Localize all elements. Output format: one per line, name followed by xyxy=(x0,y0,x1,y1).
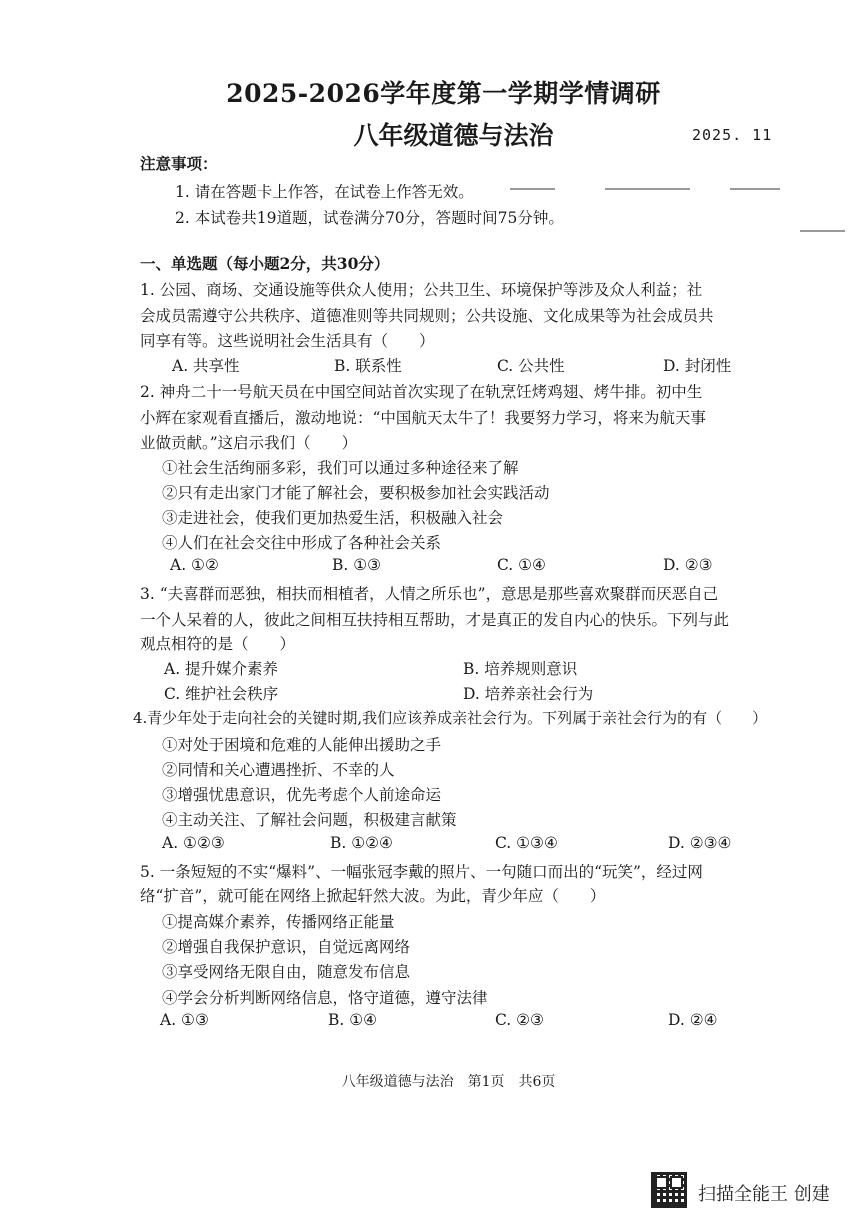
option-a: A. ①② xyxy=(170,556,219,574)
option-a: A. ①②③ xyxy=(162,834,225,852)
statement: ②增强自我保护意识，自觉远离网络 xyxy=(162,938,411,956)
question-line: 1. 公园、商场、交通设施等供众人使用；公共卫生、环境保护等涉及众人利益；社 xyxy=(140,281,703,299)
question-line: 观点相符的是（ ） xyxy=(140,635,296,653)
question-line: 5. 一条短短的不实“爆料”、一幅张冠李戴的照片、一句随口而出的“玩笑”，经过网 xyxy=(140,863,703,881)
note-item: 2. 本试卷共19道题，试卷满分70分，答题时间75分钟。 xyxy=(175,209,564,227)
scan-artifact xyxy=(800,230,845,232)
question-line: 同享有等。这些说明社会生活具有（ ） xyxy=(140,332,435,350)
question-line: 一个人呆着的人，彼此之间相互扶持相互帮助，才是真正的发自内心的快乐。下列与此 xyxy=(140,611,730,629)
option-b: B. 培养规则意识 xyxy=(463,660,578,678)
option-b: B. 联系性 xyxy=(334,357,402,375)
option-c: C. ①④ xyxy=(497,556,546,574)
option-d: D. ②③ xyxy=(663,556,713,574)
option-c: C. 公共性 xyxy=(497,357,565,375)
statement: ②同情和关心遭遇挫折、不幸的人 xyxy=(162,761,395,779)
option-b: B. ①④ xyxy=(328,1011,378,1029)
option-c: C. 维护社会秩序 xyxy=(164,685,279,703)
option-d: D. 培养亲社会行为 xyxy=(463,685,594,703)
option-c: C. ②③ xyxy=(495,1011,544,1029)
question-line: 3. “夫喜群而恶独，相扶而相植者，人情之所乐也”，意思是那些喜欢聚群而厌恶自己 xyxy=(140,585,719,603)
question-line: 业做贡献。”这启示我们（ ） xyxy=(140,434,358,452)
option-a: A. ①③ xyxy=(160,1011,209,1029)
question-line: 小辉在家观看直播后，激动地说：“中国航天太牛了！我要努力学习，将来为航天事 xyxy=(140,409,706,427)
option-a: A. 共享性 xyxy=(172,357,240,375)
option-d: D. ②③④ xyxy=(668,834,732,852)
statement: ④学会分析判断网络信息，恪守道德，遵守法律 xyxy=(162,989,488,1007)
option-a: A. 提升媒介素养 xyxy=(164,660,279,678)
option-c: C. ①③④ xyxy=(495,834,558,852)
question-line: 2. 神舟二十一号航天员在中国空间站首次实现了在轨烹饪烤鸡翅、烤牛排。初中生 xyxy=(140,383,703,401)
statement: ③走进社会，使我们更加热爱生活，积极融入社会 xyxy=(162,509,504,527)
question-line: 络“扩音”，就可能在网络上掀起轩然大波。为此，青少年应（ ） xyxy=(140,887,606,905)
scan-artifact xyxy=(605,188,690,190)
question-line: 会成员需遵守公共秩序、道德准则等共同规则；公共设施、文化成果等为社会成员共 xyxy=(140,307,714,325)
exam-date: 2025. 11 xyxy=(692,126,773,144)
option-b: B. ①②④ xyxy=(330,834,393,852)
statement: ①社会生活绚丽多彩，我们可以通过多种途径来了解 xyxy=(162,459,519,477)
scan-artifact xyxy=(730,188,780,190)
statement: ①提高媒介素养，传播网络正能量 xyxy=(162,913,395,931)
statement: ①对处于困境和危难的人能伸出援助之手 xyxy=(162,736,442,754)
statement: ④人们在社会交往中形成了各种社会关系 xyxy=(162,534,442,552)
section-heading: 一、单选题（每小题2分，共30分） xyxy=(140,254,390,273)
option-b: B. ①③ xyxy=(332,556,382,574)
statement: ③增强忧患意识，优先考虑个人前途命运 xyxy=(162,786,442,804)
statement: ③享受网络无限自由，随意发布信息 xyxy=(162,963,411,981)
exam-subtitle: 八年级道德与法治 xyxy=(353,121,554,150)
qr-code-icon xyxy=(651,1172,687,1208)
option-d: D. ②④ xyxy=(668,1011,718,1029)
option-d: D. 封闭性 xyxy=(663,357,732,375)
scanner-watermark: 扫描全能王 创建 xyxy=(698,1184,830,1205)
question-line: 4.青少年处于走向社会的关键时期,我们应该养成亲社会行为。下列属于亲社会行为的有（ ） xyxy=(133,709,768,727)
statement: ②只有走出家门才能了解社会，要积极参加社会实践活动 xyxy=(162,484,550,502)
exam-title: 2025-2026学年度第一学期学情调研 xyxy=(226,79,661,108)
note-item: 1. 请在答题卡上作答，在试卷上作答无效。 xyxy=(175,183,474,201)
scan-artifact xyxy=(510,188,555,190)
page-footer: 八年级道德与法治 第1页 共6页 xyxy=(341,1074,556,1090)
statement: ④主动关注、了解社会问题，积极建言献策 xyxy=(162,811,457,829)
notes-heading: 注意事项： xyxy=(140,154,218,173)
